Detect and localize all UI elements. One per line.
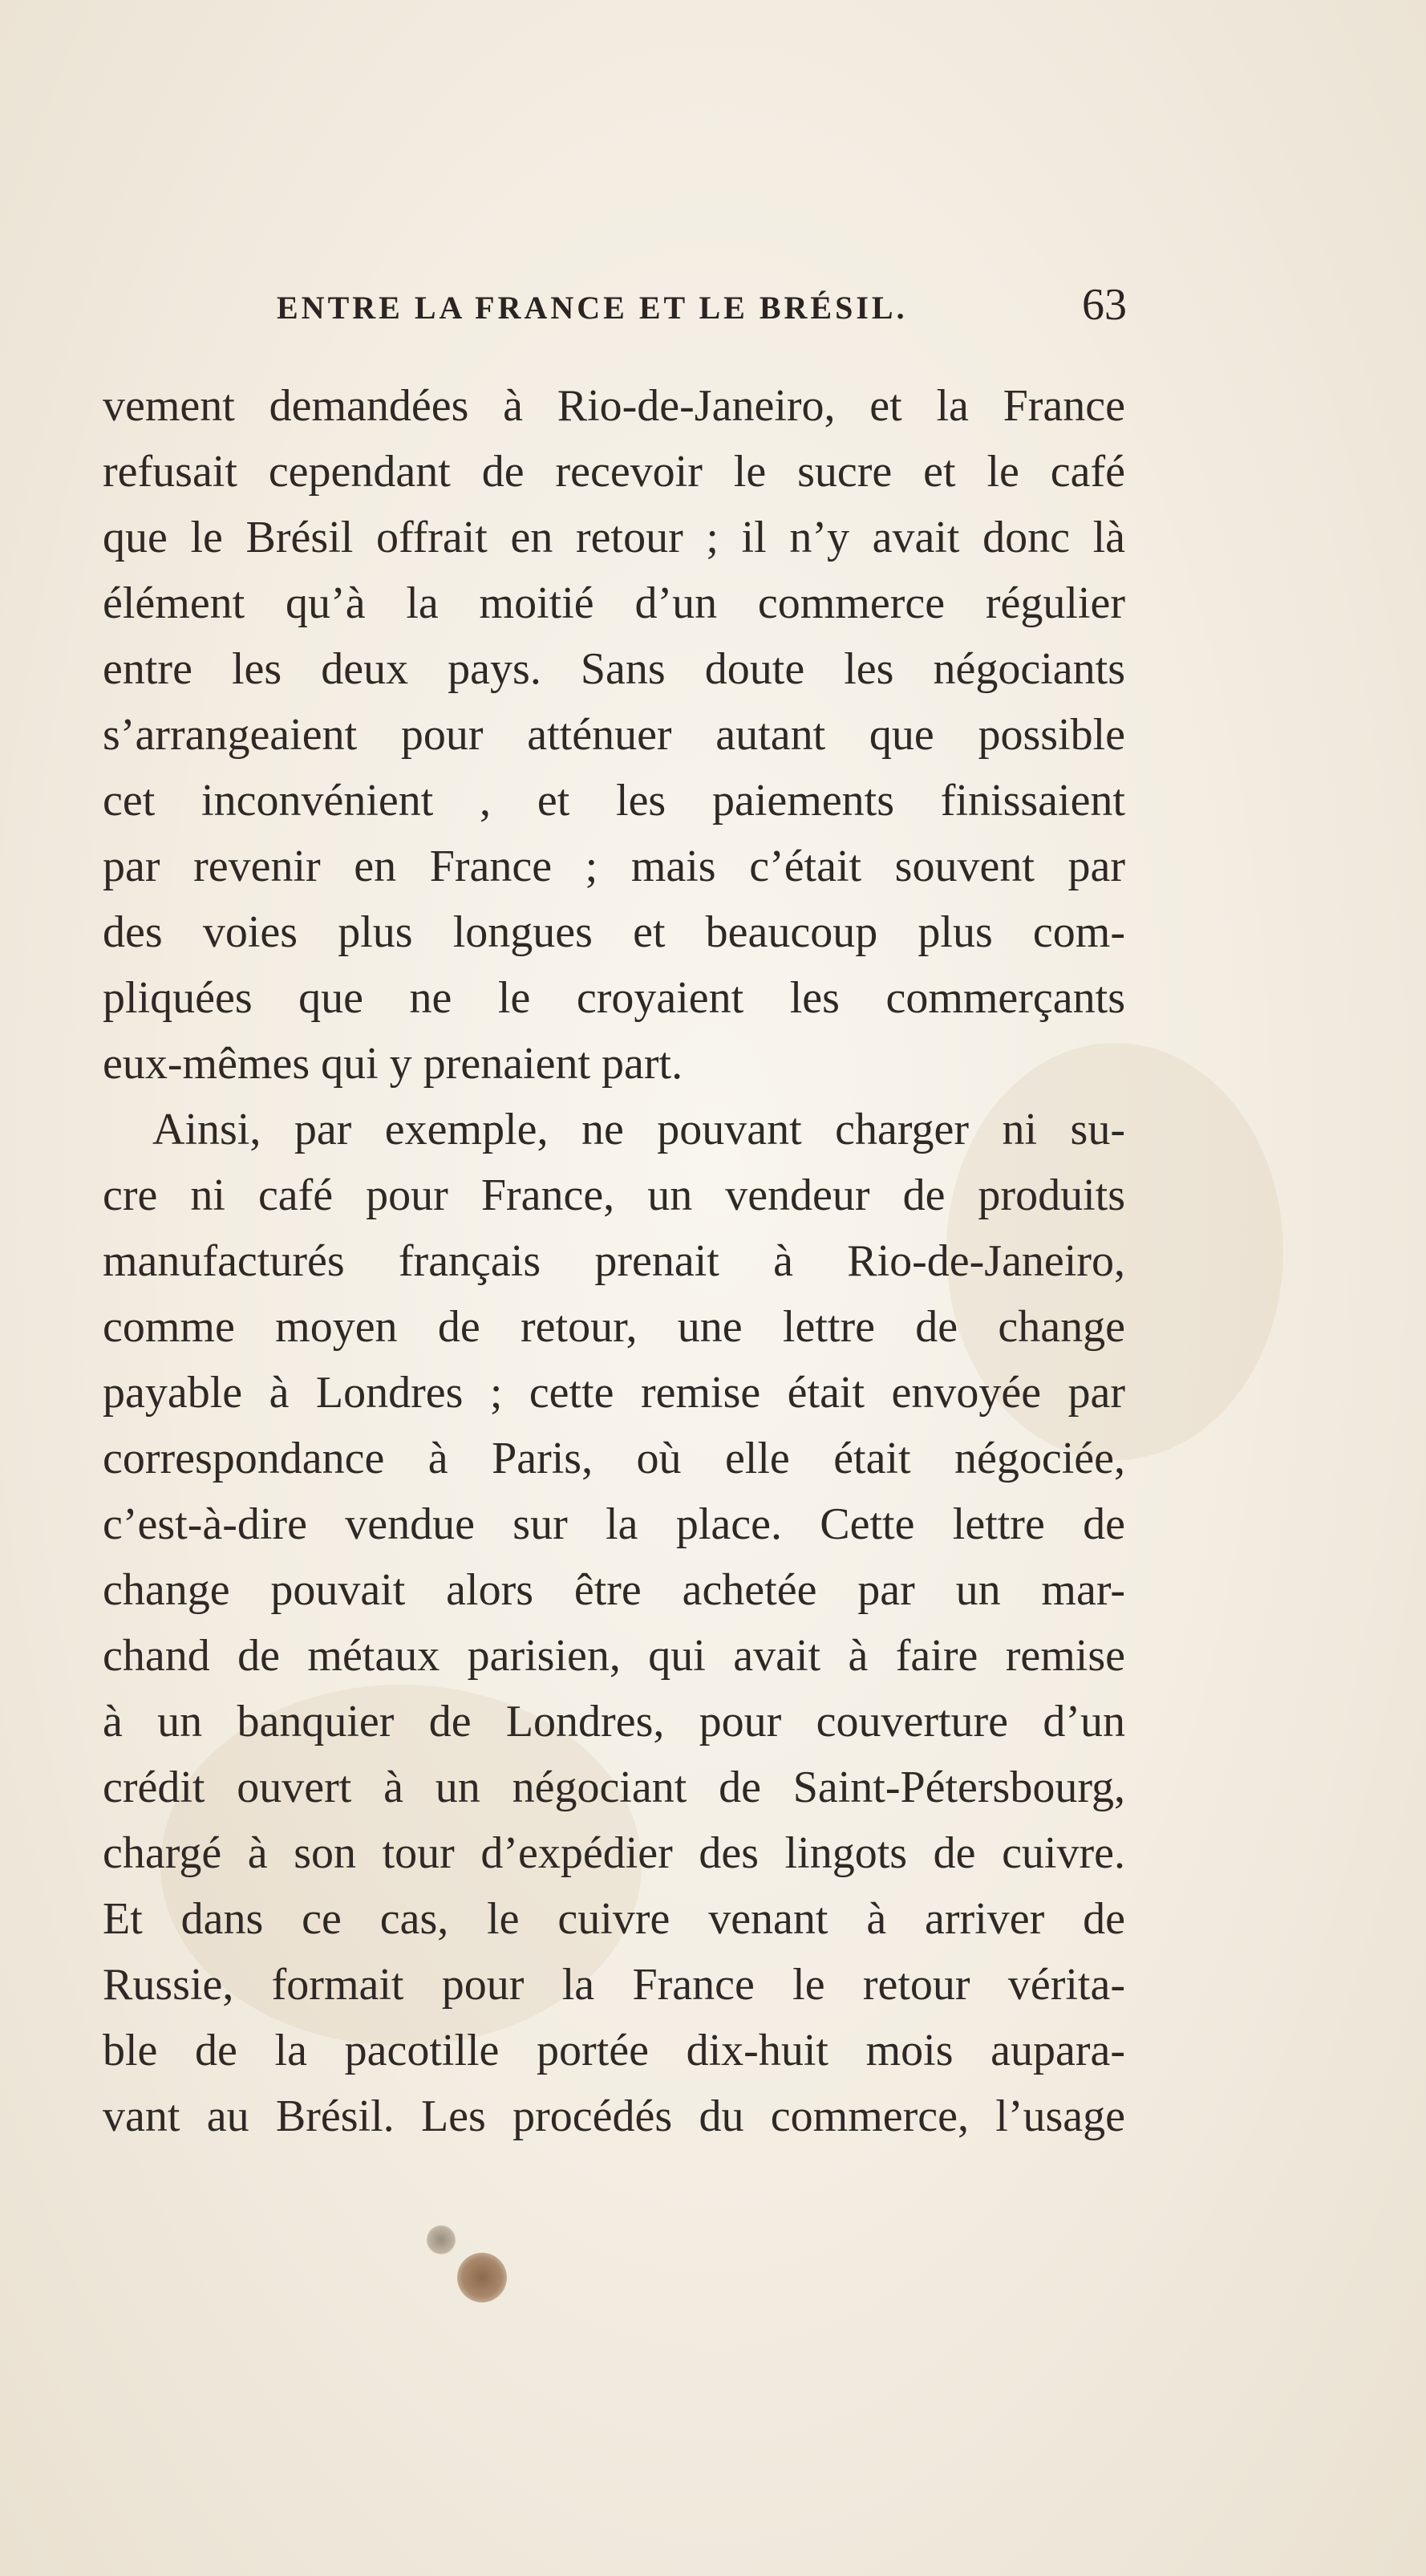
text-line: vant au Brésil. Les procédés du commerce, l’usage <box>103 2091 1125 2141</box>
text-line: c’est-à-dire vendue sur la place. Cette lettre de <box>103 1499 1125 1549</box>
text-line: ble de la pacotille portée dix-huit mois aupara- <box>103 2026 1125 2075</box>
running-title: ENTRE LA FRANCE ET LE BRÉSIL. <box>277 290 908 326</box>
text-line: chargé à son tour d’expédier des lingots de cuivre. <box>103 1828 1125 1878</box>
text-line: chand de métaux parisien, qui avait à faire remise <box>103 1631 1125 1681</box>
body-text <box>103 373 1125 2149</box>
text-line: Et dans ce cas, le cuivre venant à arriver de <box>103 1894 1125 1944</box>
text-line: vement demandées à Rio-de-Janeiro, et la France <box>103 381 1125 431</box>
text-line: cet inconvénient , et les paiements finissaient <box>103 776 1125 826</box>
text-line: comme moyen de retour, une lettre de change <box>103 1302 1125 1352</box>
text-line: élément qu’à la moitié d’un commerce régulier <box>103 578 1125 628</box>
text-line: entre les deux pays. Sans doute les négociants <box>103 644 1125 694</box>
text-line: correspondance à Paris, où elle était négociée, <box>103 1434 1125 1483</box>
text-line: à un banquier de Londres, pour couverture d’un <box>103 1697 1125 1746</box>
page-number: 63 <box>1082 280 1127 330</box>
text-line: Ainsi, par exemple, ne pouvant charger ni su- <box>152 1105 1125 1154</box>
text-line: change pouvait alors être achetée par un mar- <box>103 1565 1125 1615</box>
text-line: pliquées que ne le croyaient les commerçants <box>103 973 1125 1023</box>
text-line: s’arrangeaient pour atténuer autant que possible <box>103 710 1125 760</box>
ink-spot <box>457 2253 507 2302</box>
text-line: manufacturés français prenait à Rio-de-Janeiro, <box>103 1236 1125 1286</box>
text-line: payable à Londres ; cette remise était envoyée par <box>103 1368 1125 1418</box>
text-line: par revenir en France ; mais c’était souvent par <box>103 842 1125 891</box>
text-line: cre ni café pour France, un vendeur de produits <box>103 1170 1125 1220</box>
text-line: des voies plus longues et beaucoup plus com- <box>103 907 1125 957</box>
text-line: que le Brésil offrait en retour ; il n’y avait donc là <box>103 513 1125 562</box>
text-line: refusait cependant de recevoir le sucre et le café <box>103 447 1125 497</box>
text-line: crédit ouvert à un négociant de Saint-Pétersbourg, <box>103 1763 1125 1812</box>
ink-spot <box>427 2225 456 2254</box>
text-line: eux-mêmes qui y prenaient part. <box>103 1039 683 1089</box>
text-line: Russie, formait pour la France le retour vérita- <box>103 1960 1125 2010</box>
